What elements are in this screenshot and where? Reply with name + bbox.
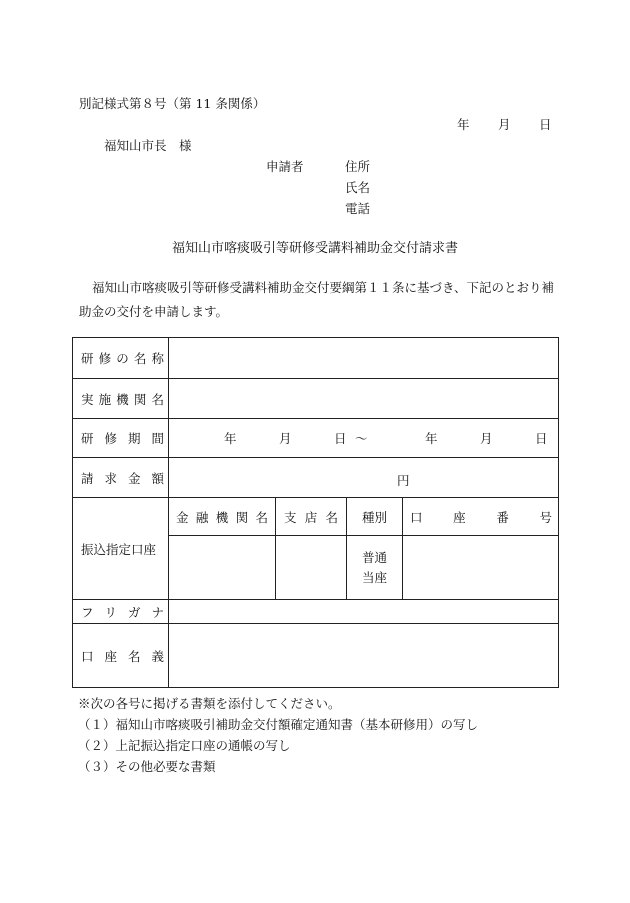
training-name-label xyxy=(73,338,169,379)
account-holder-label xyxy=(73,624,169,688)
row-transfer-header xyxy=(73,498,559,536)
label-char: 求 xyxy=(104,470,117,486)
period-end-month: 月 xyxy=(480,431,493,446)
transfer-label: 振込指定口座 xyxy=(73,498,169,600)
attachment-notes xyxy=(79,693,478,777)
label-char: 金 xyxy=(176,509,189,525)
row-account-holder xyxy=(73,624,559,688)
label-char: 研 xyxy=(81,351,94,366)
branch-name-field[interactable] xyxy=(276,536,347,600)
document-title: 福知山市喀痰吸引等研修受講料補助金交付請求書 xyxy=(171,241,458,256)
label-char: 修 xyxy=(104,431,117,446)
label-char: 口 xyxy=(410,509,423,525)
note-item-3: （３）その他必要な書類 xyxy=(78,759,216,774)
label-char: 名 xyxy=(325,509,338,525)
period-end-day: 日 xyxy=(535,431,548,446)
account-holder-field[interactable] xyxy=(169,624,559,688)
institution-field[interactable] xyxy=(169,379,559,419)
amount-label xyxy=(73,458,169,498)
branch-name-header-text xyxy=(276,508,346,526)
amount-unit: 円 xyxy=(397,472,410,488)
bank-name-header xyxy=(169,498,276,536)
applicant-name-label: 氏名 xyxy=(345,180,371,195)
label-char: 期 xyxy=(127,431,141,446)
application-form-table xyxy=(72,337,559,688)
label-char: 請 xyxy=(81,470,94,486)
account-type-ordinary[interactable]: 普通 xyxy=(361,549,387,565)
account-number-field[interactable] xyxy=(403,536,559,600)
label-char: 店 xyxy=(304,509,318,525)
label-char: 名 xyxy=(255,509,268,525)
period-start-month: 月 xyxy=(279,431,292,446)
label-char: 融 xyxy=(195,509,209,525)
furigana-field[interactable] xyxy=(169,600,559,624)
row-period xyxy=(73,419,559,458)
note-item-1: （１）福知山市喀痰吸引補助金交付額確定通知書（基本研修用）の写し xyxy=(78,717,479,732)
period-field[interactable] xyxy=(169,419,559,458)
label-char: 番 xyxy=(496,509,509,525)
row-institution xyxy=(73,379,559,419)
furigana-label xyxy=(73,600,169,624)
row-amount xyxy=(73,458,559,498)
period-label-text xyxy=(81,429,168,447)
label-char: 金 xyxy=(127,470,141,486)
amount-field[interactable] xyxy=(169,458,559,498)
date-year-label: 年 xyxy=(457,117,470,132)
note-item-2: （２）上記振込指定口座の通帳の写し xyxy=(78,738,291,753)
period-start-day: 日 xyxy=(334,431,347,446)
date-month-label: 月 xyxy=(498,117,511,132)
form-number: 別記様式第８号（第 11 条関係） xyxy=(79,96,266,111)
label-char: 座 xyxy=(104,648,117,664)
furigana-label-text xyxy=(81,603,168,621)
period-start-year: 年 xyxy=(224,431,237,446)
label-char: 関 xyxy=(235,509,249,525)
account-type-header: 種別 xyxy=(347,498,403,536)
bank-name-header-text xyxy=(169,508,275,526)
training-name-field[interactable] xyxy=(169,338,559,379)
label-char: リ xyxy=(104,604,117,620)
label-char: 口 xyxy=(81,648,94,664)
intro-paragraph: 福知山市喀痰吸引等研修受講料補助金交付要綱第１１条に基づき、下記のとおり補助金の交付を申請します。 xyxy=(79,280,555,319)
addressee: 福知山市長 様 xyxy=(104,138,192,153)
training-name-label-text xyxy=(81,349,168,367)
label-char: 間 xyxy=(151,431,164,446)
period-end-year: 年 xyxy=(425,431,438,446)
branch-name-header xyxy=(276,498,347,536)
account-type-field[interactable] xyxy=(347,536,403,600)
label-char: 名 xyxy=(133,351,147,366)
label-char: ナ xyxy=(151,604,164,620)
label-char: 称 xyxy=(151,351,164,366)
institution-label xyxy=(73,379,169,419)
applicant-label: 申請者 xyxy=(266,159,304,174)
label-char: 額 xyxy=(151,470,164,486)
bank-name-field[interactable] xyxy=(169,536,276,600)
label-char: 名 xyxy=(127,648,141,664)
institution-label-text xyxy=(81,390,168,408)
row-furigana xyxy=(73,600,559,624)
label-char: 研 xyxy=(81,431,94,446)
period-label xyxy=(73,419,169,458)
label-char: 座 xyxy=(453,509,466,525)
label-char: 義 xyxy=(151,648,164,664)
label-char: 号 xyxy=(539,509,552,525)
label-char: 支 xyxy=(284,509,297,525)
notes-intro: ※次の各号に掲げる書類を添付してください。 xyxy=(78,696,341,711)
label-char: 関 xyxy=(133,391,147,407)
period-tilde: ～ xyxy=(355,431,368,446)
date-day-label: 日 xyxy=(539,117,552,132)
label-char: 修 xyxy=(98,351,112,366)
label-char: 施 xyxy=(98,391,112,407)
label-char: 名 xyxy=(151,391,164,407)
applicant-address-label: 住所 xyxy=(345,159,371,174)
label-char: フ xyxy=(81,604,94,620)
label-char: の xyxy=(116,351,129,366)
label-char: 機 xyxy=(116,391,129,407)
account-holder-label-text xyxy=(81,647,168,665)
label-char: 実 xyxy=(81,391,94,407)
account-number-header-text xyxy=(403,508,558,526)
amount-label-text xyxy=(81,469,168,487)
account-type-current[interactable]: 当座 xyxy=(361,569,387,585)
applicant-phone-label: 電話 xyxy=(345,201,371,216)
row-training-name xyxy=(73,338,559,379)
label-char: ガ xyxy=(127,604,141,620)
label-char: 機 xyxy=(215,509,229,525)
account-number-header xyxy=(403,498,559,536)
